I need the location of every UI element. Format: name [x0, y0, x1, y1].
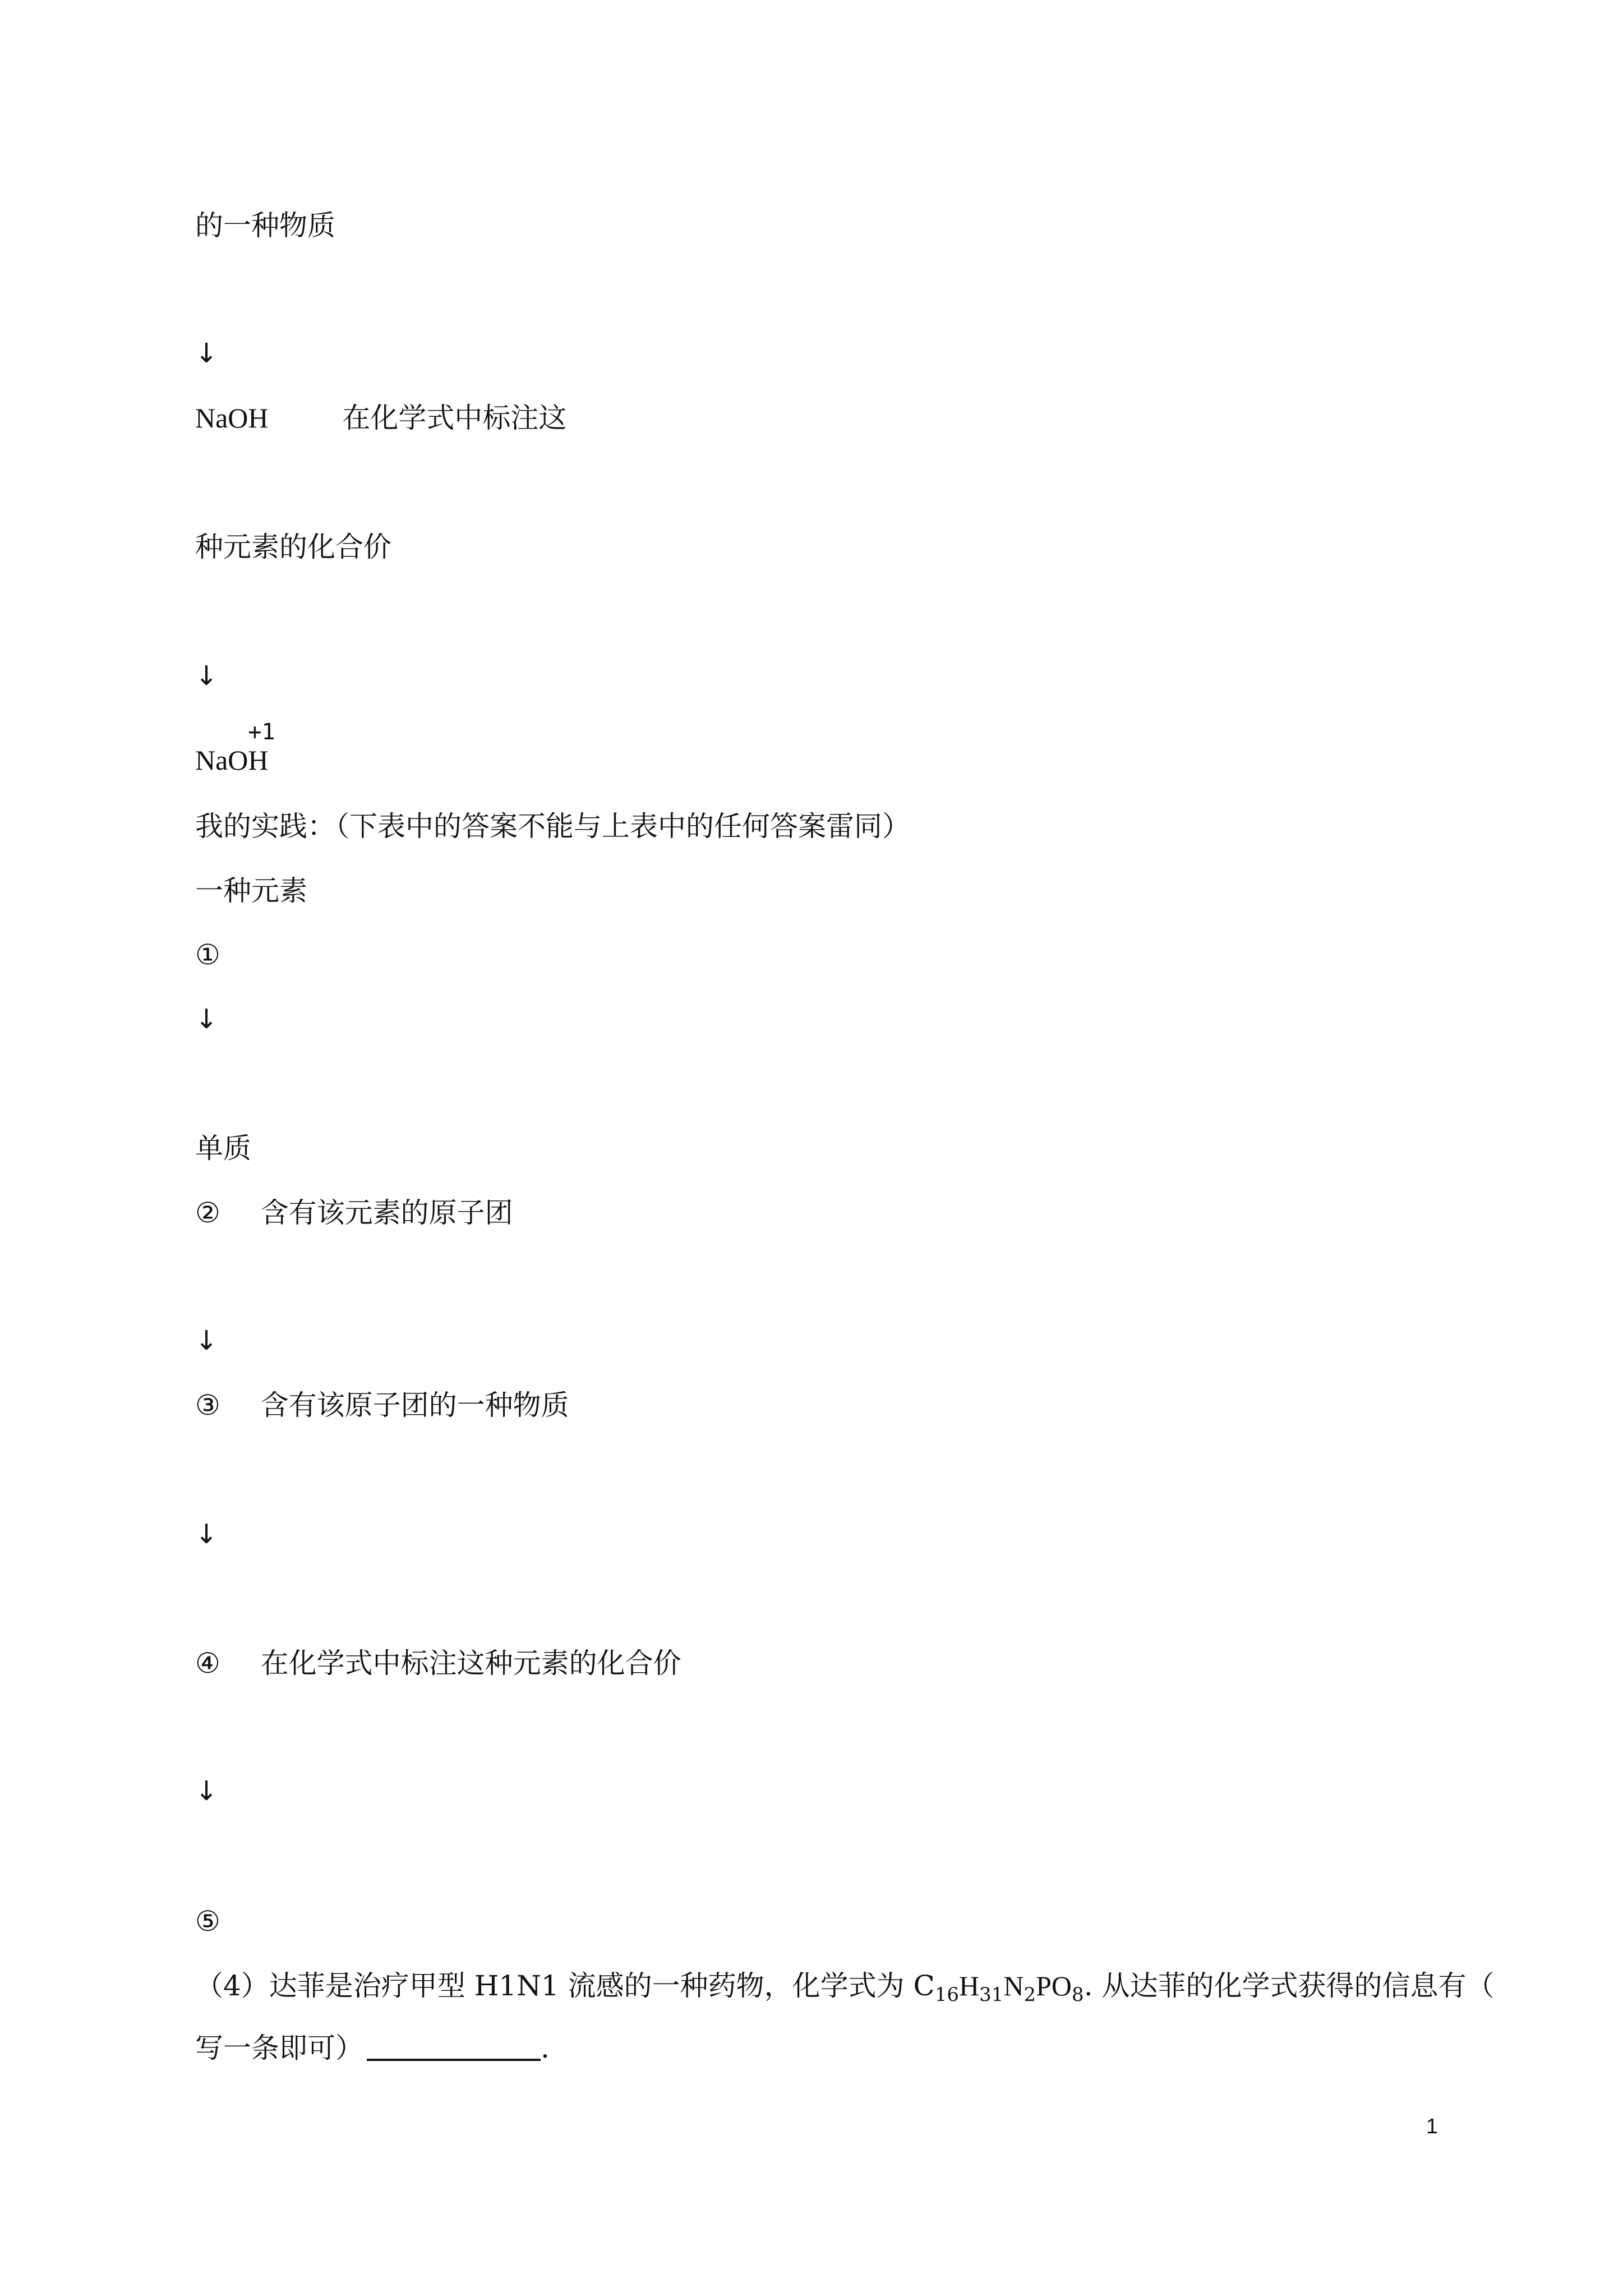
blank-marker-1: ① [195, 938, 220, 971]
answer-blank[interactable] [367, 2031, 541, 2061]
question-4: （4）达菲是治疗甲型 H1N1 流感的一种药物，化学式为 $C_{16}H_{31}N_2PO_8$. 从达菲的化学式获得的信息有（ [195, 1970, 1495, 2006]
line-mark-valence [195, 1646, 681, 1680]
label-element: 一种元素 [195, 875, 307, 907]
line-substance: 的一种物质 [195, 209, 335, 242]
blank-marker-2: ② [195, 1197, 220, 1229]
formula-h: +1 H [248, 743, 268, 777]
line-valence-continued: 种元素的化合价 [195, 531, 391, 563]
valence-label: +1 [248, 719, 275, 745]
arrow-down-icon: ↓ [195, 1325, 218, 1356]
arrow-down-icon: ↓ [195, 1004, 218, 1035]
blank-marker-3: ③ [195, 1389, 220, 1421]
label-group-substance: 含有该原子团的一种物质 [260, 1389, 569, 1421]
label-atomic-group: 含有该元素的原子团 [260, 1197, 513, 1229]
question-4-continued: 写一条即可） . [195, 2032, 550, 2064]
arrow-down-icon: ↓ [195, 660, 218, 692]
label-mark-valence-full: 在化学式中标注这种元素的化合价 [260, 1647, 681, 1680]
label-simple-substance: 单质 [195, 1132, 251, 1165]
blank-marker-4: ④ [195, 1647, 220, 1680]
formula-naoh: NaOH [195, 402, 269, 434]
line-group-substance [195, 1388, 569, 1422]
label-mark-valence: 在化学式中标注这 [342, 402, 567, 434]
formula-naoh-valence [195, 719, 275, 777]
practice-heading: 我的实践：（下表中的答案不能与上表中的任何答案雷同） [195, 810, 910, 843]
page-number: 1 [1426, 2115, 1438, 2138]
arrow-down-icon: ↓ [195, 1519, 218, 1550]
line-naoh [195, 401, 566, 435]
formula-nao: NaO [195, 744, 248, 776]
question-4-text: （4）达菲是治疗甲型 H1N1 流感的一种药物，化学式为 C [195, 1970, 935, 2002]
arrow-down-icon: ↓ [195, 338, 218, 369]
line-atomic-group [195, 1196, 513, 1230]
arrow-down-icon: ↓ [195, 1775, 218, 1807]
blank-marker-5: ⑤ [195, 1905, 220, 1938]
